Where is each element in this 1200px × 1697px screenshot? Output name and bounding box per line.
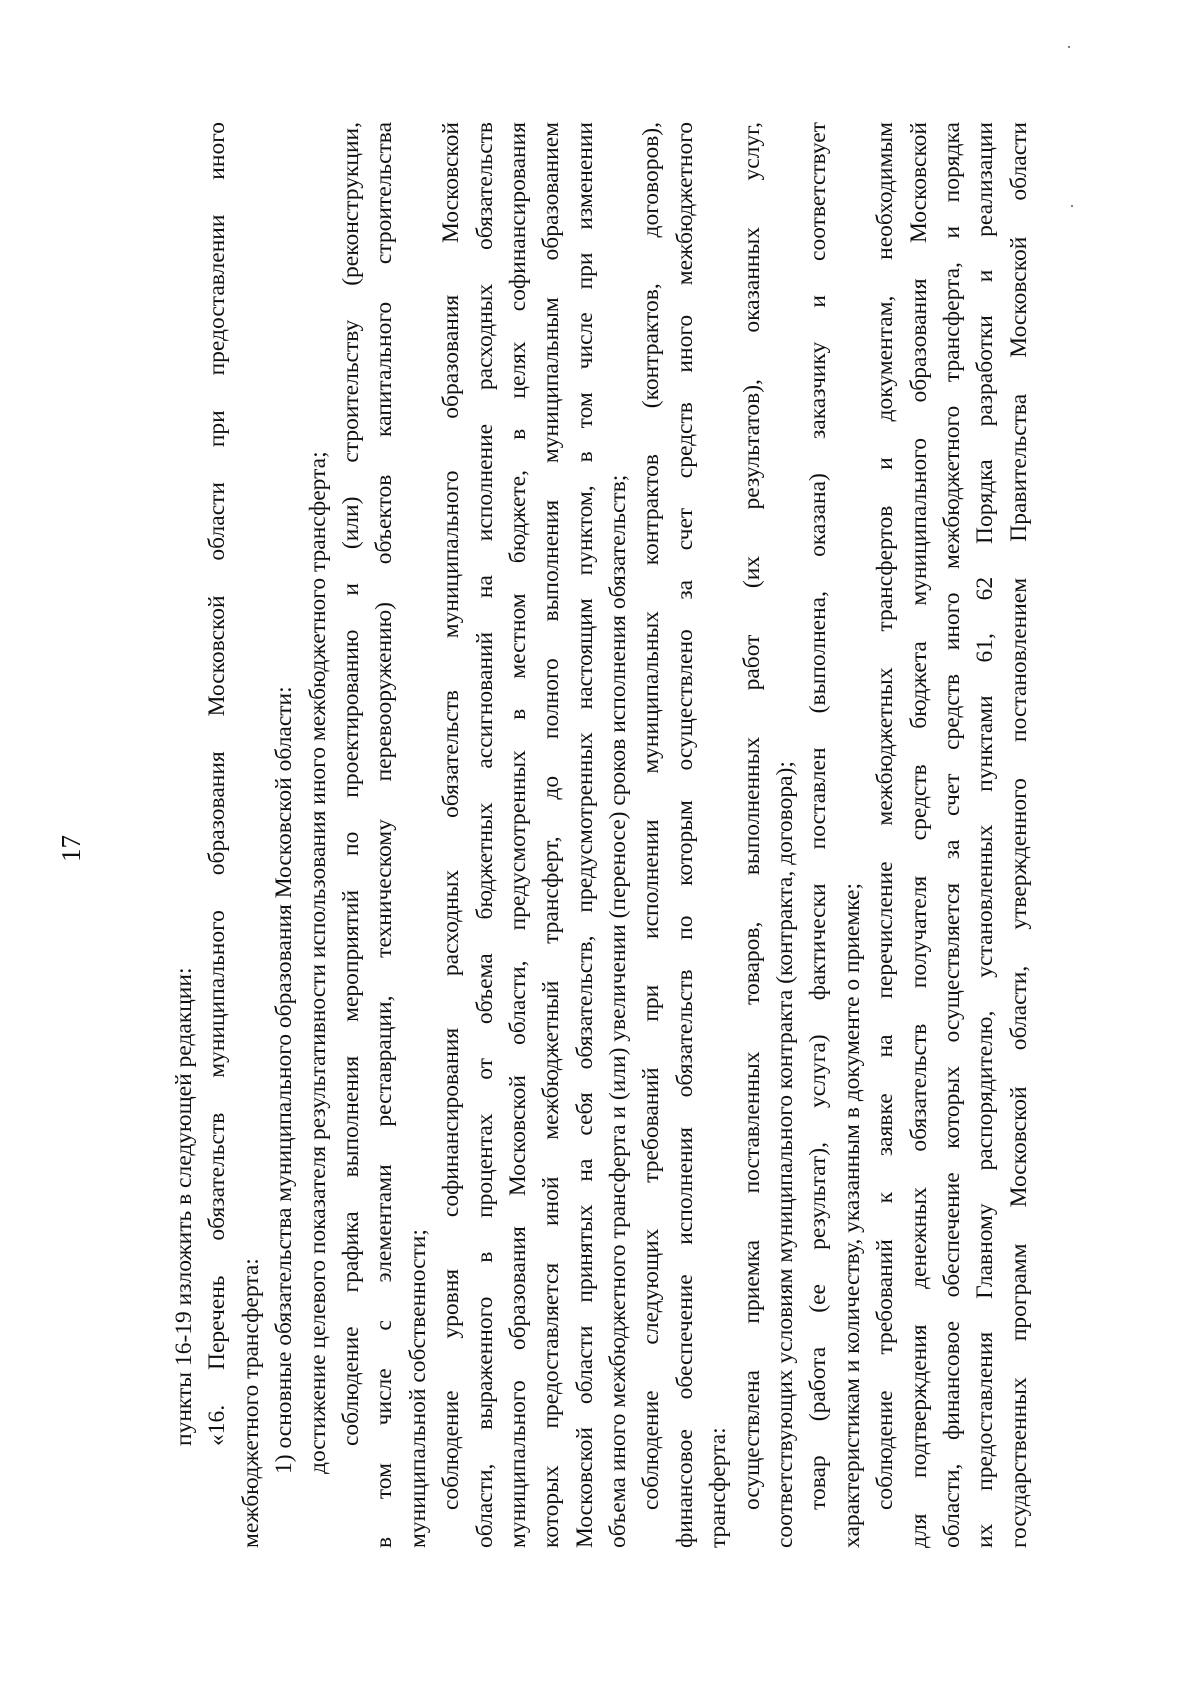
text-line: муниципальной собственности; [404, 1229, 431, 1548]
text-line: достижение целевого показателя результативности использования иного межбюджетного трансферта; [304, 451, 331, 1474]
scan-speck [1071, 205, 1073, 207]
text-line: Московской области принятых на себя обязательств, предусмотренных настоящим пунктом, в том числе при изменении [571, 122, 598, 1548]
text-line: межбюджетного трансферта: [237, 1258, 264, 1548]
text-line: 1) основные обязательства муниципального образования Московской области: [271, 686, 298, 1474]
page-number: 17 [56, 835, 86, 862]
text-line: объема иного межбюджетного трансферта и (или) увеличении (переносе) сроков исполнения обязательств; [605, 474, 632, 1548]
text-line: соблюдение графика выполнения мероприятий по проектированию и (или) строительству (реконструкции, [337, 122, 364, 1446]
text-line: в том числе с элементами реставрации, техническому перевооружению) объектов капитального строительства [371, 122, 398, 1548]
text-line: для подтверждения денежных обязательств получателя средств бюджета муниципального образования Московской [905, 122, 932, 1548]
text-line: государственных программ Московской области, утвержденного постановлением Правительства Московской области [1005, 122, 1032, 1548]
text-line: финансовое обеспечение исполнения обязательств по которым осуществлено за счет средств иного межбюджетного [671, 122, 698, 1548]
document-text [168, 122, 1036, 1554]
text-line: муниципального образования Московской области, предусмотренных в местном бюджете, в целях софинансирования [504, 122, 531, 1548]
text-line: трансферта: [705, 1427, 732, 1548]
text-line: «16. Перечень обязательств муниципального образования Московской области при предоставлении иного [204, 122, 231, 1446]
text-line: области, выраженного в процентах от объема бюджетных ассигнований на исполнение расходных обязательств [471, 122, 498, 1548]
text-line: которых предоставляется иной межбюджетный трансферт, до полного выполнения муниципальным образованием [538, 122, 565, 1548]
text-line: области, финансовое обеспечение которых осуществляется за счет средств иного межбюджетного трансферта, и порядка [938, 122, 965, 1548]
text-line: соблюдение следующих требований при исполнении муниципальных контрактов (контрактов, договоров), [638, 122, 665, 1510]
text-line: соответствующих условиям муниципального контракта (контракта, договора); [772, 761, 799, 1548]
text-line: соблюдение уровня софинансирования расходных обязательств муниципального образования Московской [438, 122, 465, 1510]
text-line: пункты 16-19 изложить в следующей редакции: [171, 967, 197, 1446]
text-line: характеристикам и количеству, указанным в документе о приемке; [838, 882, 865, 1548]
text-line: товар (работа (ее результат), услуга) фактически поставлен (выполнена, оказана) заказчику и соответствует [805, 122, 832, 1510]
text-line: осуществлена приемка поставленных товаров, выполненных работ (их результатов), оказанных услуг, [738, 122, 765, 1510]
text-line: соблюдение требований к заявке на перечисление межбюджетных трансфертов и документам, необходимым [872, 122, 899, 1510]
scan-speck [1068, 46, 1070, 48]
text-line: их предоставления Главному распорядителю, установленных пунктами 61, 62 Порядка разработки и реализации [972, 122, 999, 1548]
